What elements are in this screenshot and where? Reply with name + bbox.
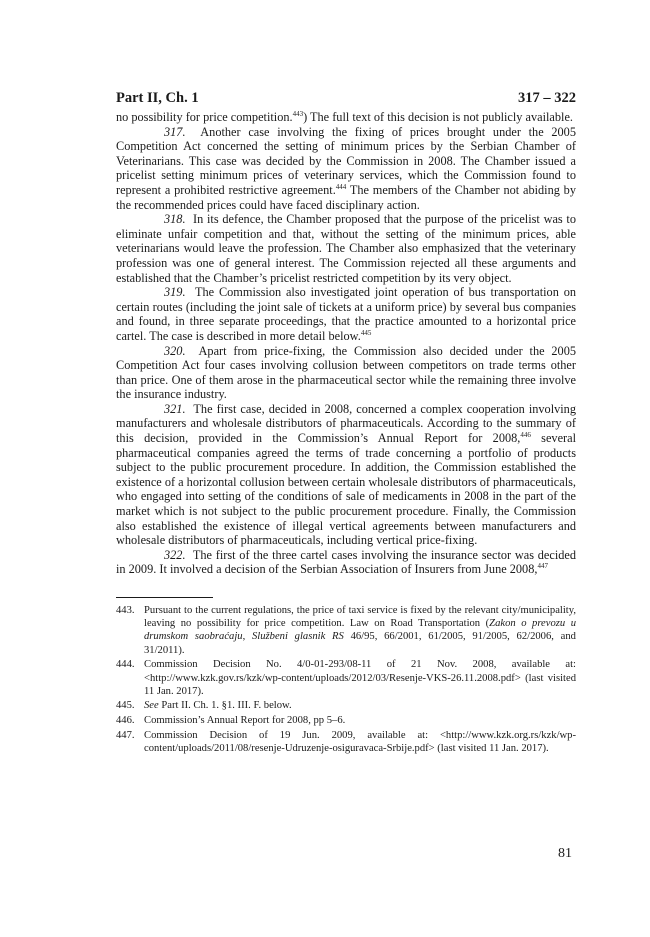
footnote-ref[interactable]: 444: [335, 182, 347, 191]
paragraph-321: 321. The first case, decided in 2008, concerned a complex cooperation involving manufacturers and wholesale distributors of pharmaceuticals. According to the summary of this decision, provided in the Commission’s Annual Report for 2008,$^{446}$ several pharmaceutical companies agreed the terms of trade concerning a portfolio of products subject to the public procurement procedure. In addition, the Commission established the existence of a horizontal collusion between certain wholesale distributors of pharmaceuticals, who engaged into setting of the conditions of sale of medicaments in 2008 in the part of the market which is not subject to the public procurement procedure. Finally, the Commission also established the existence of illegal vertical agreements between manufacturers and wholesale distributors of pharmaceuticals, including vertical price-fixing.: [116, 401, 576, 548]
page-number: 81: [558, 846, 572, 861]
paragraph-322: 322. The first of the three cartel cases involving the insurance sector was decided in 2009. It involved a decision of the Serbian Association of Insurers from June 2008,$^{447}$: [116, 547, 576, 577]
footnote-ref[interactable]: 443: [292, 109, 304, 118]
footnote-number: 447.: [116, 729, 135, 741]
paragraph-number: 318.: [164, 212, 186, 227]
paragraph-number: 319.: [164, 285, 186, 300]
body-text: [116, 110, 576, 577]
footnote-link[interactable]: Commission Decision No. 4/0-01-293/08-11 of 21 Nov. 2008, available at: <http://www.kzk.gov.rs/kzk/wp-content/uploads/2012/03/Resenje-VKS-26.11.2008.pdf> (last visited 11 Jan. 2017).: [144, 659, 576, 697]
header-part-chapter: Part II, Ch. 1: [116, 90, 199, 106]
paragraph-number: 320.: [164, 343, 186, 358]
footnote-separator: [116, 597, 213, 598]
running-header: [116, 90, 576, 106]
footnotes: [116, 604, 576, 755]
footnote-ref[interactable]: 445: [360, 328, 372, 337]
footnote-link[interactable]: Commission Decision of 19 Jun. 2009, available at: <http://www.kzk.org.rs/kzk/wp-content/uploads/2011/08/resenje-Udruzenje-osiguravaca-Srbije.pdf> (last visited 11 Jan. 2017).: [144, 729, 576, 755]
footnote-ref[interactable]: 447: [537, 562, 548, 571]
footnote-447: [116, 729, 576, 755]
footnote-444: [116, 658, 576, 698]
paragraph-number: 322.: [164, 547, 186, 562]
footnote-number: 444.: [116, 659, 135, 671]
footnote-number: 446.: [116, 715, 135, 727]
footnote-443: 443. Pursuant to the current regulations, the price of taxi service is fixed by the relevant city/municipality, leaving no possibility for price competition. Law on Road Transportation (Zakon o prevozu u drumskom saobraćaju, Službeni glasnik RS 46/95, 66/2001, 61/2005, 91/2005, 62/2006, and 31/2011).: [116, 605, 577, 656]
header-paragraph-range: 317 – 322: [518, 90, 576, 106]
intro-paragraph: no possibility for price competition.$^{443}$) The full text of this decision is not publicly available.: [116, 109, 573, 124]
paragraph-317: 317. Another case involving the fixing of prices brought under the 2005 Competition Act concerned the setting of minimum prices by the Serbian Chamber of Veterinarians. This case was decided by the Commission in 2008. The Chamber issued a pricelist setting minimum prices of veterinary services, which the Commission found to represent a prohibited restrictive agreement.$^{444}$ The members of the Chamber not abiding by the recommended prices could have faced disciplinary action.: [116, 124, 576, 212]
paragraph-number: 317.: [164, 124, 186, 139]
paragraph-319: 319. The Commission also investigated joint operation of bus transportation on certain routes (including the joint sale of tickets at a uniform price) by several bus companies and found, in three separate proceedings, that the practice amounted to a horizontal price cartel. The case is described in more detail below.$^{445}$: [116, 285, 576, 343]
paragraph-318: 318. In its defence, the Chamber proposed that the purpose of the pricelist was to eliminate unfair competition and that, without the setting of the minimum prices, able veterinarians would leave the profession. The Chamber also emphasized that the veterinary profession was one of general interest. The Commission rejected all these arguments and established that the Chamber’s pricelist restricted competition by its very object.: [116, 212, 577, 285]
footnote-446: 446. Commission’s Annual Report for 2008, pp 5–6.: [116, 715, 346, 727]
book-page: [116, 90, 576, 757]
footnote-number: 443.: [116, 605, 135, 616]
paragraph-number: 321.: [164, 401, 186, 416]
footnote-number: 445.: [116, 700, 135, 712]
paragraph-320: 320. Apart from price-fixing, the Commission also decided under the 2005 Competition Act four cases involving collusion between competitors on trade terms other than price. One of them arose in the pharmaceutical sector while the remaining three involve the insurance industry.: [116, 343, 576, 402]
footnote-445: 445. See Part II. Ch. 1. §1. III. F. below.: [116, 700, 292, 712]
footnote-ref[interactable]: 446: [520, 430, 531, 439]
